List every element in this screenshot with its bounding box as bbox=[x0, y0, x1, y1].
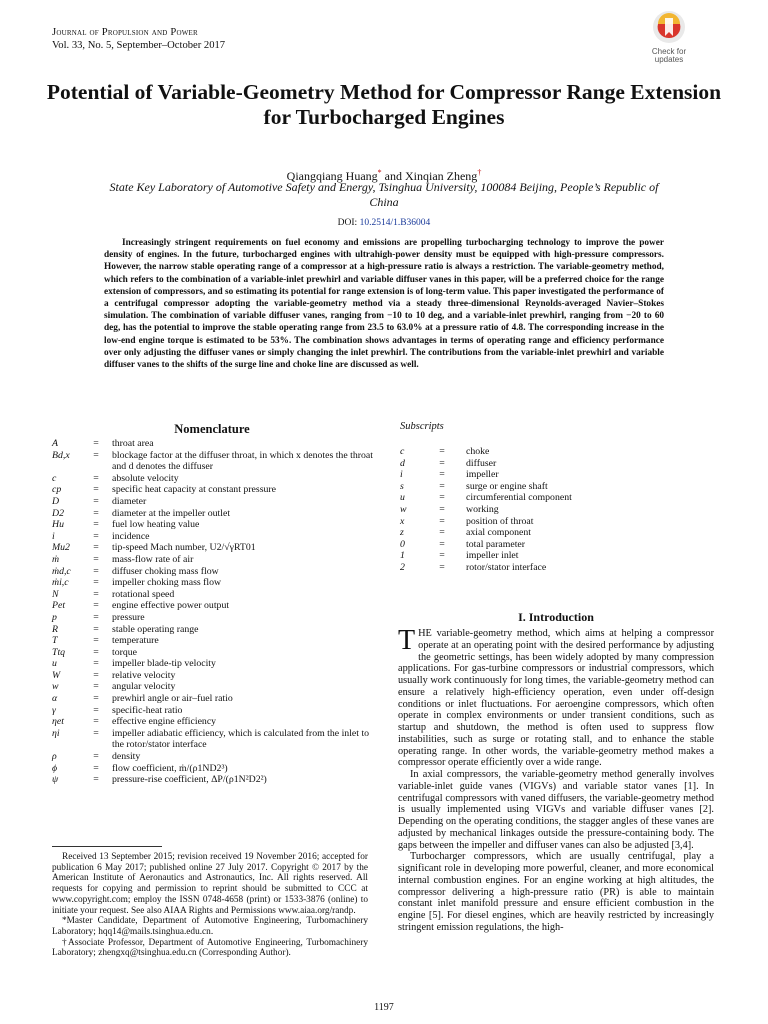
subscript-row-symbol: d bbox=[400, 457, 405, 469]
nomenclature-row-definition: fuel low heating value bbox=[112, 519, 200, 531]
subscript-row bbox=[400, 504, 700, 516]
nomenclature-row-symbol: D2 bbox=[52, 507, 64, 519]
nomenclature-row-equals: = bbox=[93, 727, 99, 739]
nomenclature-row-symbol: ηet bbox=[52, 716, 64, 728]
nomenclature-row-definition: rotational speed bbox=[112, 588, 175, 600]
subscript-row bbox=[400, 527, 700, 539]
nomenclature-row-definition: torque bbox=[112, 646, 138, 658]
nomenclature-row-definition: specific-heat ratio bbox=[112, 704, 183, 716]
subscript-row-symbol: 2 bbox=[400, 561, 405, 573]
nomenclature-row-definition: effective engine efficiency bbox=[112, 716, 217, 728]
subscript-row bbox=[400, 469, 700, 481]
nomenclature-heading: Nomenclature bbox=[174, 422, 250, 436]
subscript-row-equals: = bbox=[439, 457, 445, 469]
nomenclature-row-symbol: Bd,x bbox=[52, 449, 70, 461]
subscript-row-definition: rotor/stator interface bbox=[466, 561, 547, 573]
nomenclature-row-definition: pressure-rise coefficient, ΔP/(ρ1N²D2²) bbox=[112, 774, 267, 786]
subscript-row-equals: = bbox=[439, 515, 445, 527]
nomenclature-row-symbol: i bbox=[52, 530, 55, 542]
intro-paragraph-2: In axial compressors, the variable-geometry method generally involves variable-inlet guide vanes (VIGVs) and variable stator vanes [1]. In centrifugal compressors with vaned diffusers, the variable-geometry method is usually implemented using VIGVs and variable diffuser vanes [2]. Depending on the operating conditions, the stagger angles of these vanes are adjusted by mechanical linkages outside the pressure-containing body. The gaps between the impeller and diffuser vanes can also be adjusted [3,4]. bbox=[398, 769, 714, 851]
footnotes bbox=[52, 852, 368, 959]
nomenclature-row-equals: = bbox=[93, 472, 99, 484]
nomenclature-row-equals: = bbox=[93, 751, 99, 763]
introduction-heading: I. Introduction bbox=[518, 610, 594, 624]
nomenclature-row-equals: = bbox=[93, 658, 99, 670]
nomenclature-row-equals: = bbox=[93, 646, 99, 658]
nomenclature-row-definition: angular velocity bbox=[112, 681, 176, 693]
nomenclature-row bbox=[52, 577, 376, 589]
nomenclature-row bbox=[52, 716, 376, 728]
nomenclature-row-definition: throat area bbox=[112, 438, 154, 449]
nomenclature-row-equals: = bbox=[93, 507, 99, 519]
nomenclature-row-symbol: A bbox=[52, 438, 58, 449]
journal-volume: Vol. 33, No. 5, September–October 2017 bbox=[52, 40, 226, 51]
nomenclature-row-symbol: c bbox=[52, 472, 57, 484]
subscript-row-equals: = bbox=[439, 492, 445, 504]
subscript-row-definition: impeller bbox=[466, 469, 499, 481]
intro-paragraph-1: THE variable-geometry method, which aims at helping a compressor operate at an operating point with the desired performance by adjusting the geometric settings, has been widely adopted by many compression applications. For gas-turbine compressors or industrial compressors, which usually work continuously for long times, the variable-geometry method can ensure a relatively high-efficiency operation, even under off-design conditions or inlet fluctuations. For aeroengine compressors, which often operate in complex environments or under transient conditions, such as startup and shutdown, the method is often used to suppress flow instabilities, such as surge or rotating stall, and to enhance the stable operating range. In other words, the variable-geometry method makes a compressor operate efficiently over a wide range. bbox=[398, 625, 714, 769]
author-conjunction: and bbox=[381, 169, 405, 183]
nomenclature-row-symbol: ϕ bbox=[52, 762, 58, 774]
nomenclature-row-definition: diameter bbox=[112, 495, 147, 507]
subscript-row-definition: diffuser bbox=[466, 457, 497, 469]
nomenclature-row-equals: = bbox=[93, 438, 99, 449]
nomenclature-row-definition: temperature bbox=[112, 635, 159, 647]
author-2: Xinqian Zheng bbox=[404, 169, 478, 183]
nomenclature-row bbox=[52, 566, 376, 578]
nomenclature-row-equals: = bbox=[93, 681, 99, 693]
nomenclature-row-equals: = bbox=[93, 600, 99, 612]
subscript-row bbox=[400, 492, 700, 504]
nomenclature-row-symbol: T bbox=[52, 635, 58, 647]
journal-name: Journal of Propulsion and Power bbox=[52, 27, 198, 38]
nomenclature-row bbox=[52, 589, 376, 601]
nomenclature-row-equals: = bbox=[93, 495, 99, 507]
doi-label: DOI: bbox=[337, 218, 360, 228]
drop-cap: T bbox=[398, 625, 416, 656]
nomenclature-row bbox=[52, 670, 376, 682]
nomenclature-row-definition: stable operating range bbox=[112, 623, 199, 635]
nomenclature-row-definition: mass-flow rate of air bbox=[112, 553, 194, 565]
journal-header bbox=[52, 26, 225, 52]
nomenclature-row-equals: = bbox=[93, 588, 99, 600]
nomenclature-table bbox=[52, 438, 376, 786]
nomenclature-row bbox=[52, 751, 376, 763]
nomenclature-row-equals: = bbox=[93, 530, 99, 542]
nomenclature-row-equals: = bbox=[93, 542, 99, 554]
nomenclature-row bbox=[52, 763, 376, 775]
nomenclature-row-symbol: ηi bbox=[52, 727, 60, 739]
footnote-received: Received 13 September 2015; revision received 19 November 2016; accepted for publication 6 May 2017; published online 27 July 2017. Copyright © 2017 by the American Institute of Aeronautics and Astronautics, Inc. All rights reserved. All requests for copying and permission to reprint should be submitted to CCC at www.copyright.com; employ the ISSN 0748-4658 (print) or 1533-3876 (online) to initiate your request. See also AIAA Rights and Permissions www.aiaa.org/randp. bbox=[52, 852, 368, 916]
nomenclature-row bbox=[52, 728, 376, 751]
nomenclature-row-definition: blockage factor at the diffuser throat, in which x denotes the throat and d denotes the diffuser bbox=[112, 449, 373, 473]
nomenclature-row-equals: = bbox=[93, 449, 99, 461]
subscript-row-symbol: w bbox=[400, 503, 407, 515]
check-for-updates-badge[interactable] bbox=[646, 10, 692, 68]
badge-line-1: Check for bbox=[651, 47, 687, 56]
nomenclature-row bbox=[52, 658, 376, 670]
subscript-row-definition: impeller inlet bbox=[466, 550, 519, 562]
nomenclature-row-equals: = bbox=[93, 611, 99, 623]
subscript-row-definition: position of throat bbox=[466, 515, 534, 527]
nomenclature-row-definition: prewhirl angle or air–fuel ratio bbox=[112, 693, 233, 705]
doi-line bbox=[0, 218, 768, 228]
nomenclature-row-symbol: Mu2 bbox=[52, 542, 70, 554]
nomenclature-row-equals: = bbox=[93, 553, 99, 565]
subscript-row-equals: = bbox=[439, 550, 445, 562]
subscript-row-definition: choke bbox=[466, 446, 490, 457]
subscript-row-symbol: i bbox=[400, 469, 403, 481]
nomenclature-row bbox=[52, 473, 376, 485]
nomenclature-row-symbol: ṁd,c bbox=[52, 565, 71, 577]
intro-paragraph-3: Turbocharger compressors, which are usually centrifugal, play a significant role in developing more powerful, cleaner, and more economical internal combustion engines. For an engine working at high altitudes, the compressor delivering a high-pressure ratio (PR) is able to maintain constant inlet manifold pressure and ensure efficient combustion in the engine [5]. For diesel engines, which are heavily restricted by increasingly stringent emission regulations, the high- bbox=[398, 851, 714, 933]
nomenclature-row-equals: = bbox=[93, 635, 99, 647]
subscript-row bbox=[400, 550, 700, 562]
nomenclature-row bbox=[52, 438, 376, 450]
subscript-row bbox=[400, 516, 700, 528]
nomenclature-row-definition: impeller blade-tip velocity bbox=[112, 658, 216, 670]
nomenclature-row-definition: absolute velocity bbox=[112, 472, 179, 484]
nomenclature-row-equals: = bbox=[93, 774, 99, 786]
nomenclature-row-definition: engine effective power output bbox=[112, 600, 230, 612]
footnote-author-2: †Associate Professor, Department of Automotive Engineering, Turbomachinery Laboratory; zhengxq@tsinghua.edu.cn (Corresponding Author). bbox=[52, 937, 368, 959]
nomenclature-row bbox=[52, 681, 376, 693]
nomenclature-row-equals: = bbox=[93, 484, 99, 496]
subscript-row bbox=[400, 481, 700, 493]
nomenclature-row-definition: density bbox=[112, 751, 141, 763]
subscript-row-definition: surge or engine shaft bbox=[466, 480, 548, 492]
nomenclature-row bbox=[52, 519, 376, 531]
nomenclature-row-symbol: W bbox=[52, 669, 61, 681]
subscript-row-definition: axial component bbox=[466, 527, 532, 539]
nomenclature-row bbox=[52, 693, 376, 705]
subscript-row-equals: = bbox=[439, 503, 445, 515]
subscript-row bbox=[400, 458, 700, 470]
abstract: Increasingly stringent requirements on fuel economy and emissions are propelling turbocharging technology to improve the power density of engines. In the future, turbocharged engines with ultrahigh-power density must be equipped with high-pressure compressors. However, the narrow stable operating range of a compressor at a high-pressure ratio is always a restriction. The variable-geometry method, which refers to the combination of a variable-inlet prewhirl and variable diffuser vanes in this paper, will be a preferred choice for the range extension of compressors, and so estimating its potential for range extension is of long-term value. This paper investigated the performance of a centrifugal compressor adopting the variable-geometry method via a steady three-dimensional Reynolds-averaged Navier–Stokes simulation. The combination of variable diffuser vanes, ranging from −10 to 10 deg, and a variable-inlet prewhirl, ranging from −20 to 60 deg, has the potential to improve the stable operating range from 23.5 to 63.0% at a pressure ratio of 4.8. The corresponding increase in the low-end engine torque is estimated to be 53%. The combination shows advantages in terms of operating range and efficiency performance over only adjusting the diffuser vanes or simply changing the inlet prewhirl. The contributions from the variable-inlet prewhirl and variable diffuser vanes to the shifts of the surge line and choke line are discussed as well. bbox=[104, 238, 664, 371]
author-1: Qiangqiang Huang bbox=[286, 169, 378, 183]
badge-line-2: updates bbox=[654, 55, 684, 64]
nomenclature-row bbox=[52, 647, 376, 659]
nomenclature-row-equals: = bbox=[93, 704, 99, 716]
subscript-row-symbol: u bbox=[400, 492, 405, 504]
author-2-mark[interactable]: † bbox=[477, 168, 482, 177]
nomenclature-row-definition: flow coefficient, ṁ/(ρ1ND2³) bbox=[112, 762, 228, 774]
nomenclature-row bbox=[52, 600, 376, 612]
nomenclature-row-equals: = bbox=[93, 716, 99, 728]
nomenclature-row-symbol: Pet bbox=[52, 600, 66, 612]
subscript-row-equals: = bbox=[439, 480, 445, 492]
subscript-row-equals: = bbox=[439, 538, 445, 550]
subscript-row-definition: working bbox=[466, 503, 499, 515]
nomenclature-row-symbol: cp bbox=[52, 484, 62, 496]
nomenclature-row-symbol: ṁ bbox=[52, 553, 60, 565]
subscript-row-equals: = bbox=[439, 561, 445, 573]
nomenclature-row bbox=[52, 612, 376, 624]
page-number: 1197 bbox=[374, 1002, 394, 1013]
introduction-body bbox=[398, 625, 714, 934]
nomenclature-row-definition: diameter at the impeller outlet bbox=[112, 507, 231, 519]
nomenclature-row-symbol: w bbox=[52, 681, 59, 693]
nomenclature-row-equals: = bbox=[93, 565, 99, 577]
nomenclature-row bbox=[52, 624, 376, 636]
subscript-row-equals: = bbox=[439, 527, 445, 539]
nomenclature-row bbox=[52, 554, 376, 566]
nomenclature-row-equals: = bbox=[93, 669, 99, 681]
subscripts-table bbox=[400, 446, 700, 574]
nomenclature-row bbox=[52, 774, 376, 786]
nomenclature-row bbox=[52, 508, 376, 520]
nomenclature-row-equals: = bbox=[93, 577, 99, 589]
subscript-row-symbol: 1 bbox=[400, 550, 405, 562]
affiliation: State Key Laboratory of Automotive Safety and Energy, Tsinghua University, 100084 Beijing, People’s Republic of China bbox=[109, 180, 659, 209]
nomenclature-row-symbol: ṁi,c bbox=[52, 577, 69, 589]
nomenclature-row-definition: specific heat capacity at constant pressure bbox=[112, 484, 277, 496]
nomenclature-row bbox=[52, 496, 376, 508]
nomenclature-row-symbol: Ttq bbox=[52, 646, 66, 658]
nomenclature-row bbox=[52, 450, 376, 473]
nomenclature-row-definition: diffuser choking mass flow bbox=[112, 565, 219, 577]
nomenclature-row-symbol: Hu bbox=[52, 519, 64, 531]
subscript-row-definition: circumferential component bbox=[466, 492, 572, 504]
nomenclature-row bbox=[52, 531, 376, 543]
subscript-row-symbol: 0 bbox=[400, 538, 405, 550]
nomenclature-row bbox=[52, 705, 376, 717]
subscript-row-symbol: x bbox=[400, 515, 405, 527]
nomenclature-row-definition: tip-speed Mach number, U2/√γRT01 bbox=[112, 542, 256, 554]
subscript-row-symbol: c bbox=[400, 446, 405, 457]
nomenclature-row-definition: impeller choking mass flow bbox=[112, 577, 222, 589]
nomenclature-row-symbol: α bbox=[52, 693, 58, 705]
nomenclature-row-definition: pressure bbox=[112, 611, 145, 623]
nomenclature-row-symbol: ρ bbox=[52, 751, 57, 763]
subscript-row-definition: total parameter bbox=[466, 538, 526, 550]
nomenclature-row-equals: = bbox=[93, 693, 99, 705]
nomenclature-row-symbol: N bbox=[52, 588, 59, 600]
subscript-row bbox=[400, 539, 700, 551]
nomenclature-row-symbol: γ bbox=[52, 704, 56, 716]
nomenclature-row-symbol: u bbox=[52, 658, 57, 670]
paper-title: Potential of Variable-Geometry Method for Compressor Range Extension for Turbocharged Engines bbox=[46, 80, 722, 129]
nomenclature-row bbox=[52, 542, 376, 554]
footnote-rule bbox=[52, 846, 162, 847]
nomenclature-row bbox=[52, 484, 376, 496]
nomenclature-row-equals: = bbox=[93, 519, 99, 531]
subscript-row bbox=[400, 446, 700, 458]
doi-link[interactable]: 10.2514/1.B36004 bbox=[359, 218, 431, 228]
footnote-author-1: *Master Candidate, Department of Automotive Engineering, Turbomachinery Laboratory; hqq14@mails.tsinghua.edu.cn. bbox=[52, 916, 368, 937]
nomenclature-row-definition: impeller adiabatic efficiency, which is calculated from the inlet to the rotor/stator interface bbox=[112, 727, 370, 751]
subscripts-heading: Subscripts bbox=[400, 421, 444, 432]
author-1-mark[interactable]: * bbox=[377, 168, 382, 177]
subscript-row-symbol: z bbox=[400, 527, 404, 539]
nomenclature-row bbox=[52, 635, 376, 647]
nomenclature-row-equals: = bbox=[93, 762, 99, 774]
nomenclature-row-definition: relative velocity bbox=[112, 669, 176, 681]
nomenclature-row-symbol: ψ bbox=[52, 774, 59, 786]
nomenclature-row-symbol: p bbox=[52, 611, 57, 623]
bookmark-icon bbox=[652, 10, 686, 46]
nomenclature-row-equals: = bbox=[93, 623, 99, 635]
nomenclature-row-definition: incidence bbox=[112, 530, 150, 542]
subscript-row-equals: = bbox=[439, 469, 445, 481]
nomenclature-row-symbol: D bbox=[52, 495, 60, 507]
subscript-row bbox=[400, 562, 700, 574]
subscript-row-equals: = bbox=[439, 446, 445, 457]
nomenclature-row-symbol: R bbox=[52, 623, 58, 635]
subscript-row-symbol: s bbox=[400, 480, 404, 492]
